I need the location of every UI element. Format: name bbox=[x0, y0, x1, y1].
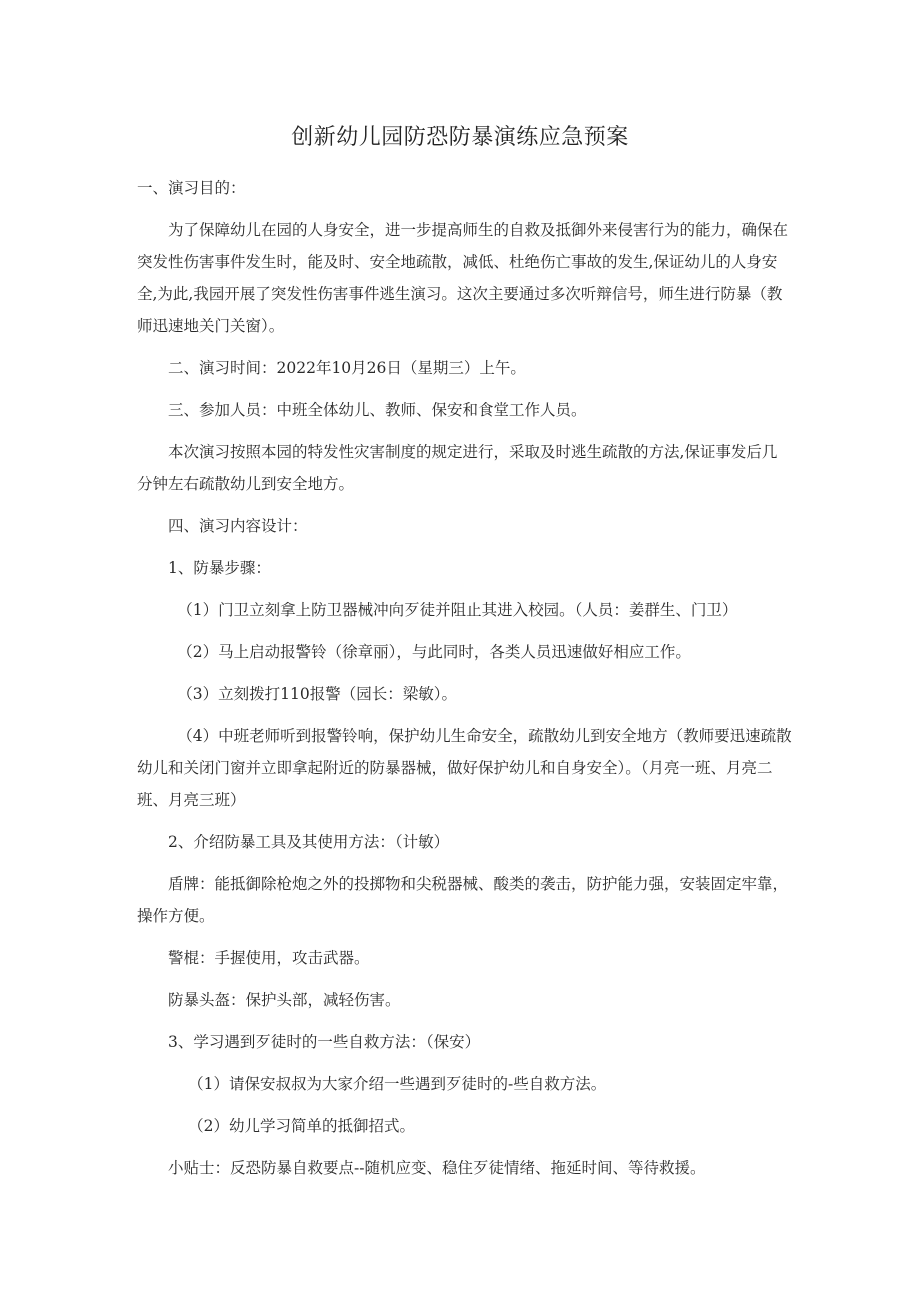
document-title: 创新幼儿园防恐防暴演练应急预案 bbox=[291, 125, 629, 150]
tool-shield: 盾牌：能抵御除枪炮之外的投掷物和尖税器械、酸类的袭击，防护能力强，安装固定牢靠，操作方便。 bbox=[137, 875, 789, 925]
self-rescue-1: （1）请保安叔叔为大家介绍一些遇到歹徒时的-些自救方法。 bbox=[188, 1075, 607, 1093]
tool-baton: 警棍：手握使用，攻击武器。 bbox=[168, 949, 370, 967]
self-rescue-2: （2）幼儿学习简单的抵御招式。 bbox=[188, 1117, 416, 1135]
step-4: （4）中班老师听到报警铃响，保护幼儿生命安全，疏散幼儿到安全地方（教师要迅速疏散幼儿和关闭门窗并立即拿起附近的防暴器械，做好保护幼儿和自身安全）。（月亮一班、月亮二班、月亮三班） bbox=[137, 727, 792, 809]
subheading-steps: 1、防暴步骤： bbox=[168, 559, 271, 577]
tool-helmet: 防暴头盔：保护头部，减轻伤害。 bbox=[168, 991, 401, 1009]
step-3: （3）立刻拨打110报警（园长：梁敏）。 bbox=[177, 685, 457, 703]
subheading-tools: 2、介绍防暴工具及其使用方法：（计敏） bbox=[168, 833, 450, 851]
step-2: （2）马上启动报警铃（徐章丽），与此同时，各类人员迅速做好相应工作。 bbox=[177, 643, 691, 661]
subheading-self-rescue: 3、学习遇到歹徒时的一些自救方法：（保安） bbox=[168, 1033, 481, 1051]
section-heading-purpose: 一、演习目的： bbox=[137, 179, 246, 197]
paragraph-procedure: 本次演习按照本园的特发性灾害制度的规定进行，采取及时逃生疏散的方法,保证事发后几分钟左右疏散幼儿到安全地方。 bbox=[137, 443, 778, 493]
paragraph-participants: 三、参加人员：中班全体幼儿、教师、保安和食堂工作人员。 bbox=[168, 401, 587, 419]
paragraph-purpose: 为了保障幼儿在园的人身安全，进一步提高师生的自救及抵御外来侵害行为的能力，确保在突发性伤害事件发生时，能及时、安全地疏散，减低、杜绝伤亡事故的发生,保证幼儿的人身安全,为此,我园开展了突发性伤害事件逃生演习。这次主要通过多次听辩信号，师生进行防暴（教师迅速地关门关窗）。 bbox=[137, 221, 789, 335]
section-heading-design: 四、演习内容设计： bbox=[168, 517, 308, 535]
step-1: （1）门卫立刻拿上防卫器械冲向歹徒并阻止其进入校园。（人员：姜群生、门卫） bbox=[177, 601, 738, 619]
tips: 小贴士：反恐防暴自救要点--随机应变、稳住歹徒情绪、拖延时间、等待救援。 bbox=[168, 1159, 706, 1177]
paragraph-time: 二、演习时间：2022年10月26日（星期三）上午。 bbox=[168, 359, 526, 377]
document-body bbox=[137, 172, 792, 1184]
